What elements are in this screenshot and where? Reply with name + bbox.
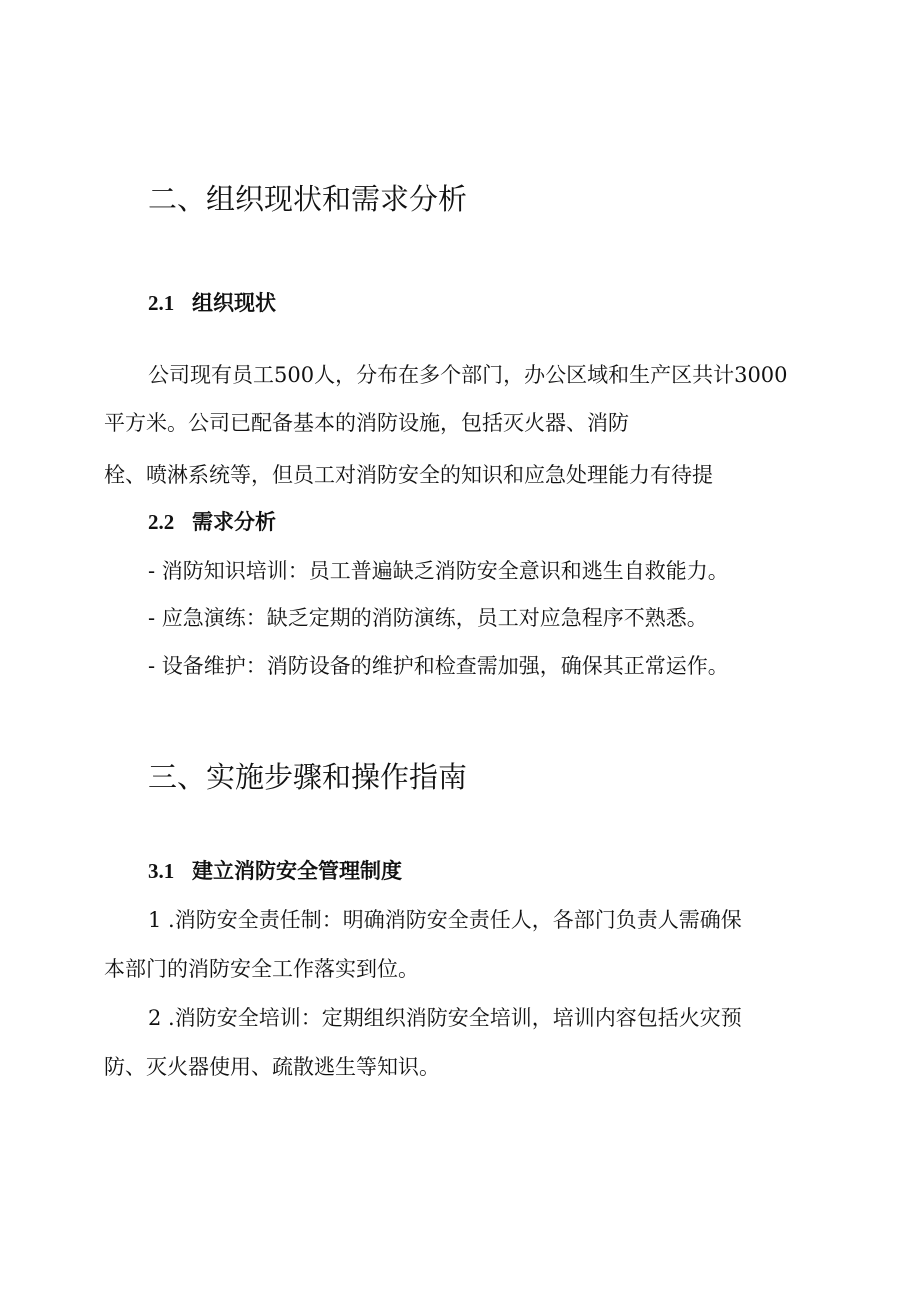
- subsection-3-1-title: 建立消防安全管理制度: [192, 858, 402, 883]
- subsection-2-2-heading: [148, 508, 276, 536]
- subsection-3-1-heading: [148, 857, 402, 885]
- numbered-item-line: 本部门的消防安全工作落实到位。: [104, 957, 419, 981]
- list-item: - 设备维护：消防设备的维护和检查需加强，确保其正常运作。: [148, 654, 729, 678]
- subsection-3-1-number: 3.1: [148, 859, 175, 883]
- subsection-2-2-title: 需求分析: [192, 509, 276, 534]
- paragraph-line: 栓、喷淋系统等，但员工对消防安全的知识和应急处理能力有待提: [104, 463, 713, 487]
- subsection-2-1-number: 2.1: [148, 291, 175, 315]
- paragraph-line: 公司现有员工500人，分布在多个部门，办公区域和生产区共计3000: [148, 363, 788, 387]
- list-item: - 应急演练：缺乏定期的消防演练，员工对应急程序不熟悉。: [148, 606, 708, 630]
- subsection-2-2-number: 2.2: [148, 510, 175, 534]
- section-2-heading: 二、组织现状和需求分析: [148, 182, 468, 216]
- numbered-item-line: 2 .消防安全培训：定期组织消防安全培训，培训内容包括火灾预: [148, 1006, 742, 1030]
- subsection-2-1-title: 组织现状: [192, 290, 276, 315]
- numbered-item-line: 1 .消防安全责任制：明确消防安全责任人，各部门负责人需确保: [148, 908, 742, 932]
- subsection-2-1-heading: [148, 289, 276, 317]
- paragraph-line: 平方米。公司已配备基本的消防设施，包括灭火器、消防: [104, 411, 629, 435]
- list-item: - 消防知识培训：员工普遍缺乏消防安全意识和逃生自救能力。: [148, 559, 729, 583]
- section-3-heading: 三、实施步骤和操作指南: [148, 760, 468, 794]
- numbered-item-line: 防、灭火器使用、疏散逃生等知识。: [104, 1055, 440, 1079]
